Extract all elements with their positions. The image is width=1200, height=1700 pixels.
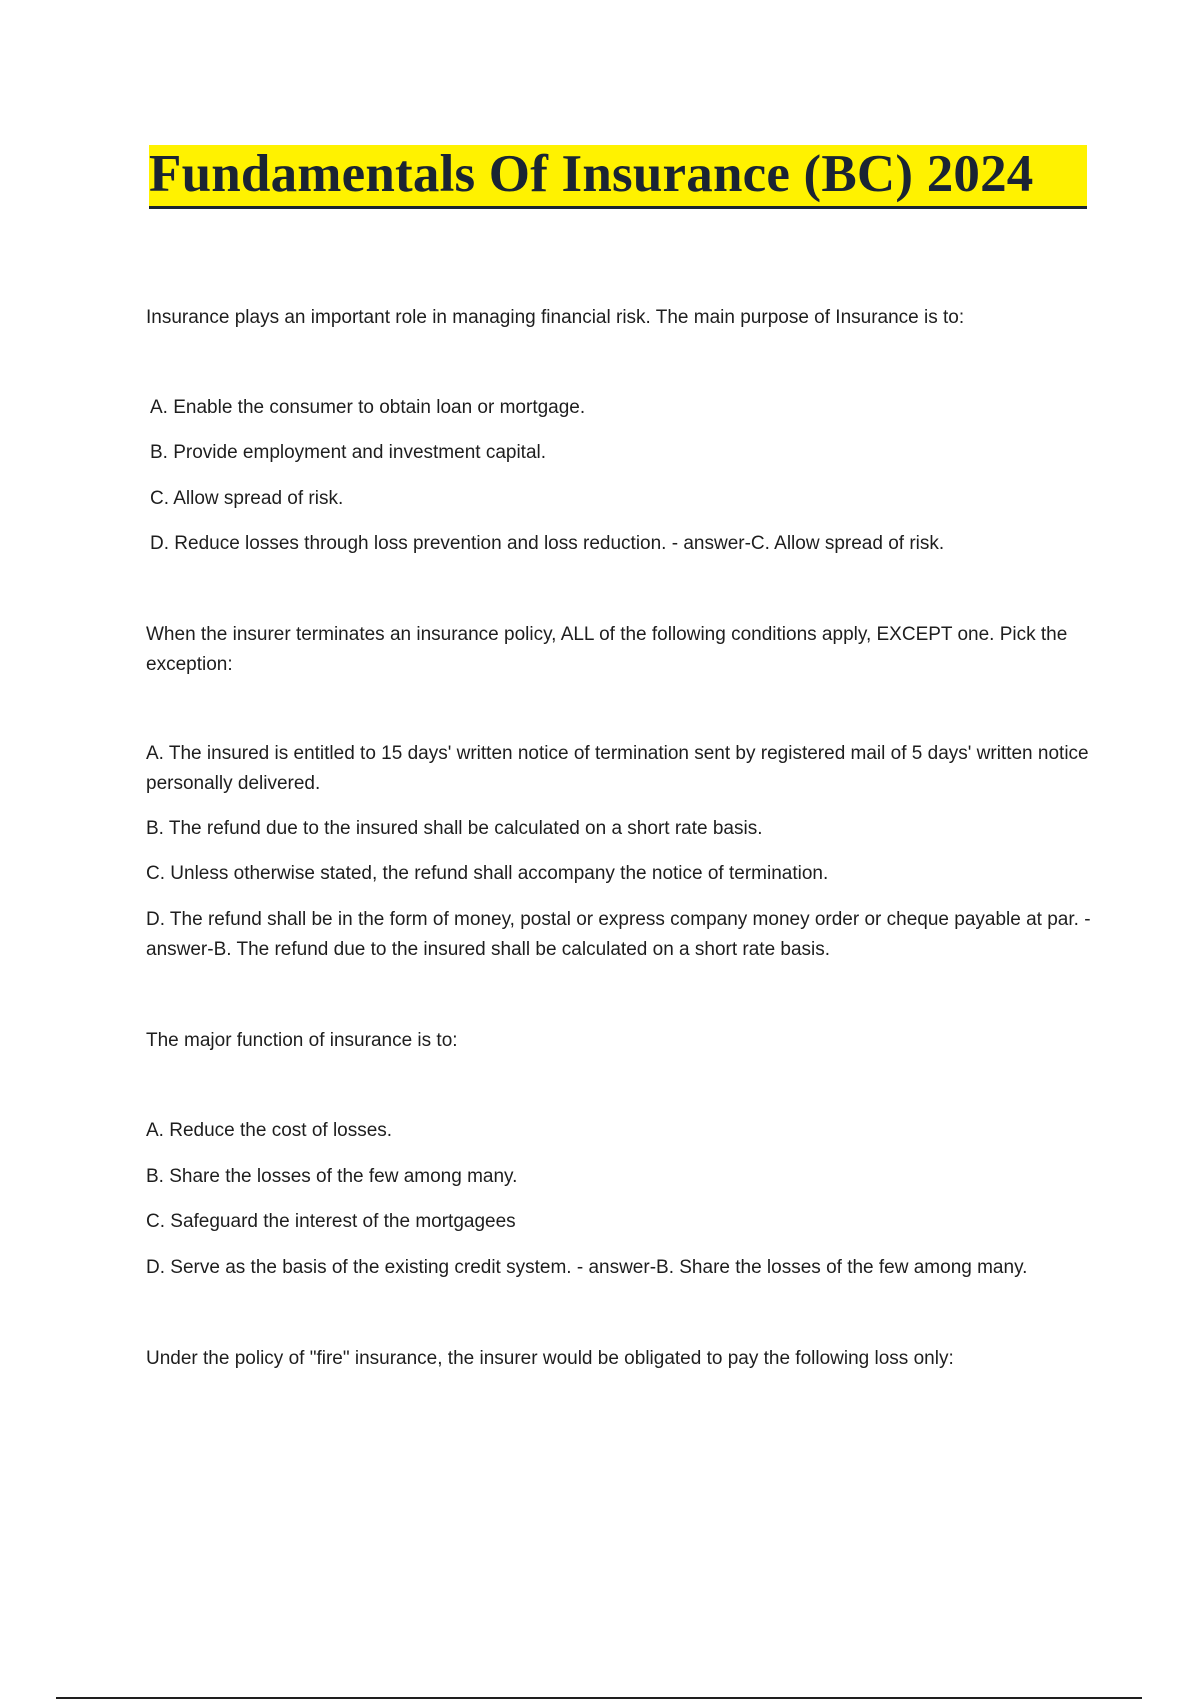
question-1-option-d-answer: D. Reduce losses through loss prevention and loss reduction. - answer-C. Allow spread of risk. bbox=[150, 533, 945, 554]
page-title: Fundamentals Of Insurance (BC) 2024 bbox=[149, 145, 1034, 203]
title-highlight bbox=[149, 145, 1087, 209]
question-2-option-c: C. Unless otherwise stated, the refund shall accompany the notice of termination. bbox=[146, 863, 829, 884]
question-1-option-a: A. Enable the consumer to obtain loan or mortgage. bbox=[150, 397, 586, 418]
footer-divider bbox=[56, 1697, 1142, 1699]
question-3-option-a: A. Reduce the cost of losses. bbox=[146, 1120, 393, 1141]
question-3-option-d-answer: D. Serve as the basis of the existing credit system. - answer-B. Share the losses of the few among many. bbox=[146, 1257, 1028, 1278]
question-1-prompt: Insurance plays an important role in managing financial risk. The main purpose of Insurance is to: bbox=[146, 307, 965, 328]
question-1-option-c: C. Allow spread of risk. bbox=[150, 488, 344, 509]
question-2-option-d-answer: D. The refund shall be in the form of money, postal or express company money order or cheque payable at par. - answer-B. The refund due to the insured shall be calculated on a short rate basis. bbox=[146, 909, 1091, 960]
question-3-prompt: The major function of insurance is to: bbox=[146, 1030, 458, 1051]
question-2-option-a: A. The insured is entitled to 15 days' written notice of termination sent by registered mail of 5 days' written notice personally delivered. bbox=[146, 743, 1089, 794]
question-2-prompt: When the insurer terminates an insurance policy, ALL of the following conditions apply, EXCEPT one. Pick the exception: bbox=[146, 624, 1068, 675]
question-3-option-b: B. Share the losses of the few among many. bbox=[146, 1166, 518, 1187]
question-3-option-c: C. Safeguard the interest of the mortgagees bbox=[146, 1211, 516, 1232]
question-4-prompt: Under the policy of "fire" insurance, the insurer would be obligated to pay the following loss only: bbox=[146, 1348, 954, 1369]
question-1-option-b: B. Provide employment and investment capital. bbox=[150, 442, 547, 463]
question-2-option-b: B. The refund due to the insured shall be calculated on a short rate basis. bbox=[146, 818, 763, 839]
